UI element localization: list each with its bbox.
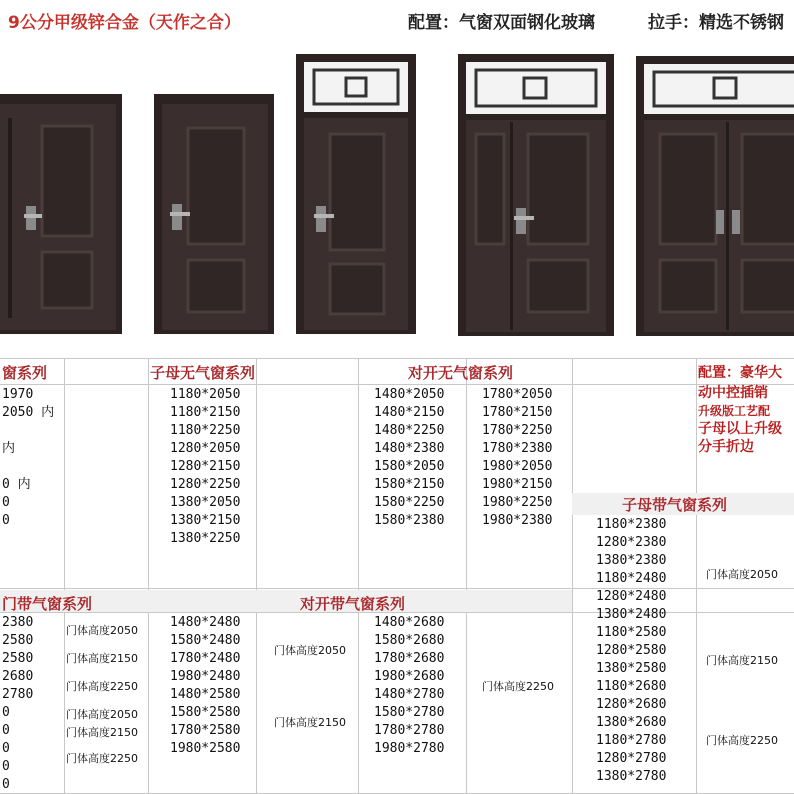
note-line: 配置：豪华大 [698, 365, 782, 381]
size-cell: 1180*2250 [170, 423, 241, 438]
size-cell: 1480*2780 [374, 687, 445, 702]
door-photo-strip [0, 38, 794, 356]
size-cell: 1580*2050 [374, 459, 445, 474]
note-line: 升级版工艺配 [698, 404, 771, 418]
door-double-transom [636, 56, 794, 336]
size-cell: 1480*2250 [374, 423, 445, 438]
size-cell: 1380*2580 [596, 661, 667, 676]
header-bar [0, 0, 794, 38]
height-label: 门体高度2050 [706, 568, 778, 581]
size-cell: 1780*2680 [374, 651, 445, 666]
section-child-mother-win: 子母带气窗系列 [622, 496, 728, 514]
height-label: 门体高度2150 [706, 654, 778, 667]
size-cell: 1980*2580 [170, 741, 241, 756]
size-cell: 1980*2680 [374, 669, 445, 684]
size-cell: 1380*2250 [170, 531, 241, 546]
size-cell: 1480*2580 [170, 687, 241, 702]
size-cell: 1280*2250 [170, 477, 241, 492]
height-label: 门体高度2250 [66, 680, 138, 693]
height-label: 门体高度2050 [274, 644, 346, 657]
grid-line [696, 358, 697, 794]
size-cell: 1980*2380 [482, 513, 553, 528]
size-cell: 0 [2, 777, 10, 792]
size-cell: 0 [2, 759, 10, 774]
handle-label: 拉手：精选不锈钢 [648, 13, 784, 33]
size-cell: 1480*2480 [170, 615, 241, 630]
size-cell: 1980*2150 [482, 477, 553, 492]
size-cell: 1580*2150 [374, 477, 445, 492]
size-cell: 0 [2, 705, 10, 720]
size-cell: 0 [2, 513, 10, 528]
note-line: 子母以上升级 [698, 421, 782, 437]
size-cell: 1380*2480 [596, 607, 667, 622]
size-cell: 1780*2380 [482, 441, 553, 456]
size-cell: 1380*2380 [596, 553, 667, 568]
section-double-win: 对开带气窗系列 [300, 595, 406, 613]
size-cell: 0 [2, 741, 10, 756]
size-cell: 1180*2780 [596, 733, 667, 748]
size-cell: 1180*2150 [170, 405, 241, 420]
size-cell: 1780*2580 [170, 723, 241, 738]
config-label: 配置：气窗双面钢化玻璃 [408, 13, 595, 33]
height-label: 门体高度2150 [66, 726, 138, 739]
section-double-nowin: 对开无气窗系列 [408, 364, 514, 382]
size-cell: 1980*2480 [170, 669, 241, 684]
height-label: 门体高度2050 [66, 624, 138, 637]
size-cell: 1980*2780 [374, 741, 445, 756]
size-cell: 2580 [2, 633, 34, 648]
size-cell: 1180*2680 [596, 679, 667, 694]
size-cell: 0 [2, 495, 10, 510]
size-cell: 1970 [2, 387, 34, 402]
size-cell: 1980*2250 [482, 495, 553, 510]
size-cell: 0 内 [2, 477, 31, 492]
size-cell: 1780*2250 [482, 423, 553, 438]
size-cell: 2580 [2, 651, 34, 666]
height-label: 门体高度2250 [66, 752, 138, 765]
grid-line [572, 358, 573, 794]
note-line: 分手折边 [698, 439, 754, 455]
grid-line [148, 358, 149, 794]
size-cell: 内 [2, 441, 16, 456]
height-label: 门体高度2150 [274, 716, 346, 729]
size-cell: 1280*2380 [596, 535, 667, 550]
size-cell: 1580*2250 [374, 495, 445, 510]
size-cell: 1180*2050 [170, 387, 241, 402]
grid-line [0, 358, 794, 359]
size-cell: 1280*2480 [596, 589, 667, 604]
size-cell: 1980*2050 [482, 459, 553, 474]
section-mother-win: 门带气窗系列 [2, 595, 93, 613]
page-title: 9公分甲级锌合金（天作之合） [8, 13, 241, 33]
size-cell: 2380 [2, 615, 34, 630]
door-single [154, 94, 274, 334]
door-illustrations [0, 38, 794, 356]
grid-line [358, 358, 359, 794]
section-mother-nowin: 窗系列 [2, 364, 48, 382]
size-cell: 1180*2380 [596, 517, 667, 532]
size-cell: 1280*2680 [596, 697, 667, 712]
height-label: 门体高度2150 [66, 652, 138, 665]
size-cell: 1780*2050 [482, 387, 553, 402]
size-cell: 1480*2380 [374, 441, 445, 456]
size-cell: 1380*2150 [170, 513, 241, 528]
size-cell: 1480*2680 [374, 615, 445, 630]
size-cell: 1580*2680 [374, 633, 445, 648]
size-cell: 1280*2050 [170, 441, 241, 456]
size-cell: 1180*2480 [596, 571, 667, 586]
size-cell: 1580*2480 [170, 633, 241, 648]
size-cell: 1780*2480 [170, 651, 241, 666]
size-cell: 1580*2380 [374, 513, 445, 528]
size-cell: 1780*2780 [374, 723, 445, 738]
grid-line [256, 358, 257, 794]
door-single-transom [296, 54, 416, 334]
grid-line [466, 358, 467, 794]
size-cell: 0 [2, 723, 10, 738]
grid-line [0, 384, 794, 385]
door-child-mother-transom [458, 54, 614, 336]
size-cell: 1280*2580 [596, 643, 667, 658]
size-cell: 2680 [2, 669, 34, 684]
note-line: 动中控插销 [698, 385, 768, 401]
size-cell: 1480*2050 [374, 387, 445, 402]
height-label: 门体高度2250 [482, 680, 554, 693]
height-label: 门体高度2050 [66, 708, 138, 721]
size-cell: 1280*2150 [170, 459, 241, 474]
door-double-leaf-1 [0, 94, 122, 334]
size-cell: 1480*2150 [374, 405, 445, 420]
size-cell: 1780*2150 [482, 405, 553, 420]
size-cell: 2050 内 [2, 405, 55, 420]
section-child-mother-nowin: 子母无气窗系列 [150, 364, 256, 382]
size-cell: 1180*2580 [596, 625, 667, 640]
size-cell: 1580*2780 [374, 705, 445, 720]
grid-line [0, 588, 794, 589]
size-cell: 1380*2680 [596, 715, 667, 730]
size-cell: 1280*2780 [596, 751, 667, 766]
size-cell: 1580*2580 [170, 705, 241, 720]
size-cell: 1380*2780 [596, 769, 667, 784]
size-cell: 2780 [2, 687, 34, 702]
height-label: 门体高度2250 [706, 734, 778, 747]
size-cell: 1380*2050 [170, 495, 241, 510]
grid-line [64, 358, 65, 794]
